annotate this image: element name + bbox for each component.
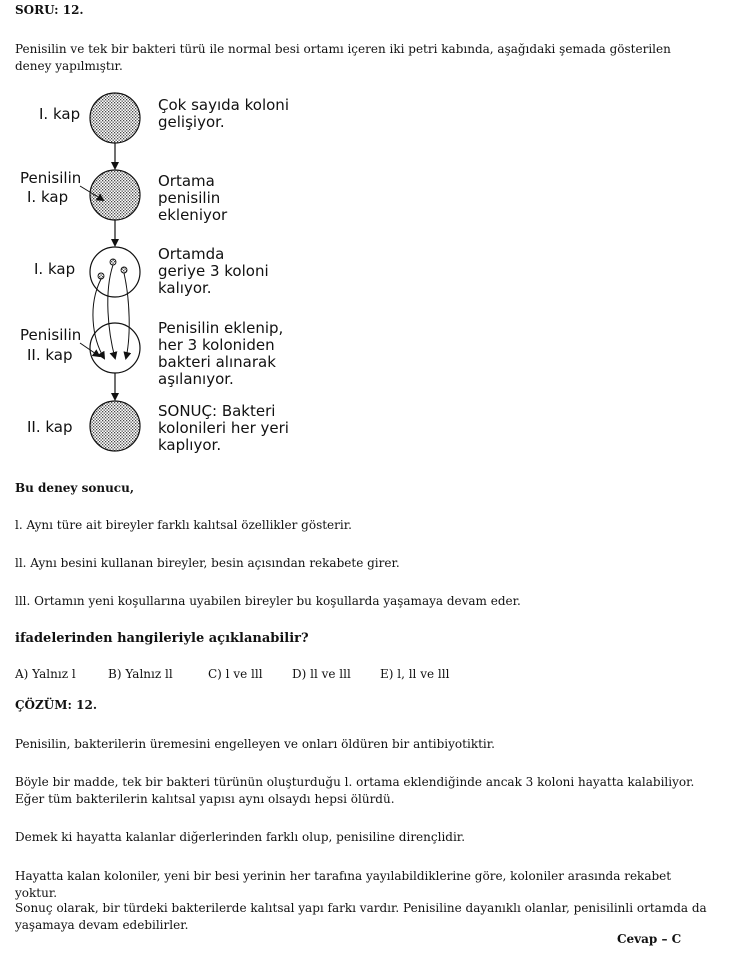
solution-paragraph-5: Sonuç olarak, bir türdeki bakterilerde kalıtsal yapı farkı vardır. Penisiline dayanıklı olanlar, penisilinli ortamda da yaşamaya devam edebilirler. — [15, 901, 707, 932]
solution-paragraph-4: Hayatta kalan koloniler, yeni bir besi yerinin her tarafına yayılabildiklerine göre, koloniler arasında rekabet yoktur. — [15, 869, 672, 900]
option-d: D) ll ve lll — [292, 667, 351, 681]
answer-label: Cevap – C — [617, 932, 682, 946]
dish-2-result — [90, 401, 140, 451]
option-e: E) l, ll ve lll — [380, 667, 450, 681]
row4-right-3: bakteri alınarak — [158, 353, 276, 371]
row4-left-2: II. kap — [27, 346, 73, 364]
statement-2: ll. Aynı besini kullanan bireyler, besin açısından rekabete girer. — [15, 556, 400, 570]
option-a: A) Yalnız l — [15, 667, 76, 681]
row2-left-2: I. kap — [27, 188, 69, 206]
row4-right-1: Penisilin eklenip, — [158, 319, 284, 337]
question-intro: Penisilin ve tek bir bakteri türü ile normal besi ortamı içeren iki petri kabında, aşağıdaki şemada gösterilen deney yapılmıştır. — [15, 42, 671, 73]
row3-right-3: kalıyor. — [158, 279, 212, 297]
dish-1-three-colonies — [90, 247, 140, 297]
statement-3: lll. Ortamın yeni koşullarına uyabilen bireyler bu koşullarda yaşamaya devam eder. — [15, 594, 521, 608]
row3-right-1: Ortamda — [158, 245, 225, 263]
row4-right-2: her 3 koloniden — [158, 336, 275, 354]
option-b: B) Yalnız ll — [108, 667, 173, 681]
row5-right-2: kolonileri her yeri — [158, 419, 289, 437]
row4-right-4: aşılanıyor. — [158, 370, 234, 388]
row1-left: I. kap — [39, 105, 81, 123]
row1-right-2: gelişiyor. — [158, 113, 225, 131]
question-prompt: Bu deney sonucu, — [15, 481, 134, 495]
row1-right-1: Çok sayıda koloni — [158, 96, 289, 114]
row5-left: II. kap — [27, 418, 73, 436]
row3-left: I. kap — [34, 260, 76, 278]
experiment-diagram — [0, 0, 729, 470]
question-header: SORU: 12. — [15, 3, 84, 17]
solution-header: ÇÖZÜM: 12. — [15, 698, 97, 712]
row2-left-1: Penisilin — [20, 169, 82, 187]
dish-1-full — [90, 93, 140, 143]
option-c: C) l ve lll — [208, 667, 263, 681]
colony-2 — [121, 267, 127, 273]
dish-2-inoculated — [90, 323, 140, 373]
dish-1-penicillin — [90, 170, 140, 220]
row2-right-2: penisilin — [158, 189, 221, 207]
question-ask: ifadelerinden hangileriyle açıklanabilir? — [15, 631, 309, 646]
row2-right-1: Ortama — [158, 172, 215, 190]
colony-3 — [98, 273, 104, 279]
row2-right-3: ekleniyor — [158, 206, 228, 224]
row5-right-1: SONUÇ: Bakteri — [158, 402, 276, 420]
solution-paragraph-2: Böyle bir madde, tek bir bakteri türünün oluşturduğu l. ortama eklendiğinde ancak 3 koloni hayatta kalabiliyor. Eğer tüm bakterilerin kalıtsal yapısı aynı olsaydı hepsi ölürdü. — [15, 775, 695, 806]
row3-right-2: geriye 3 koloni — [158, 262, 269, 280]
solution-paragraph-3: Demek ki hayatta kalanlar diğerlerinden farklı olup, penisiline dirençlidir. — [15, 830, 466, 844]
statement-1: l. Aynı türe ait bireyler farklı kalıtsal özellikler gösterir. — [15, 518, 352, 532]
row4-left-1: Penisilin — [20, 326, 82, 344]
solution-paragraph-1: Penisilin, bakterilerin üremesini engelleyen ve onları öldüren bir antibiyotiktir. — [15, 737, 495, 751]
row5-right-3: kaplıyor. — [158, 436, 222, 454]
colony-1 — [110, 259, 116, 265]
